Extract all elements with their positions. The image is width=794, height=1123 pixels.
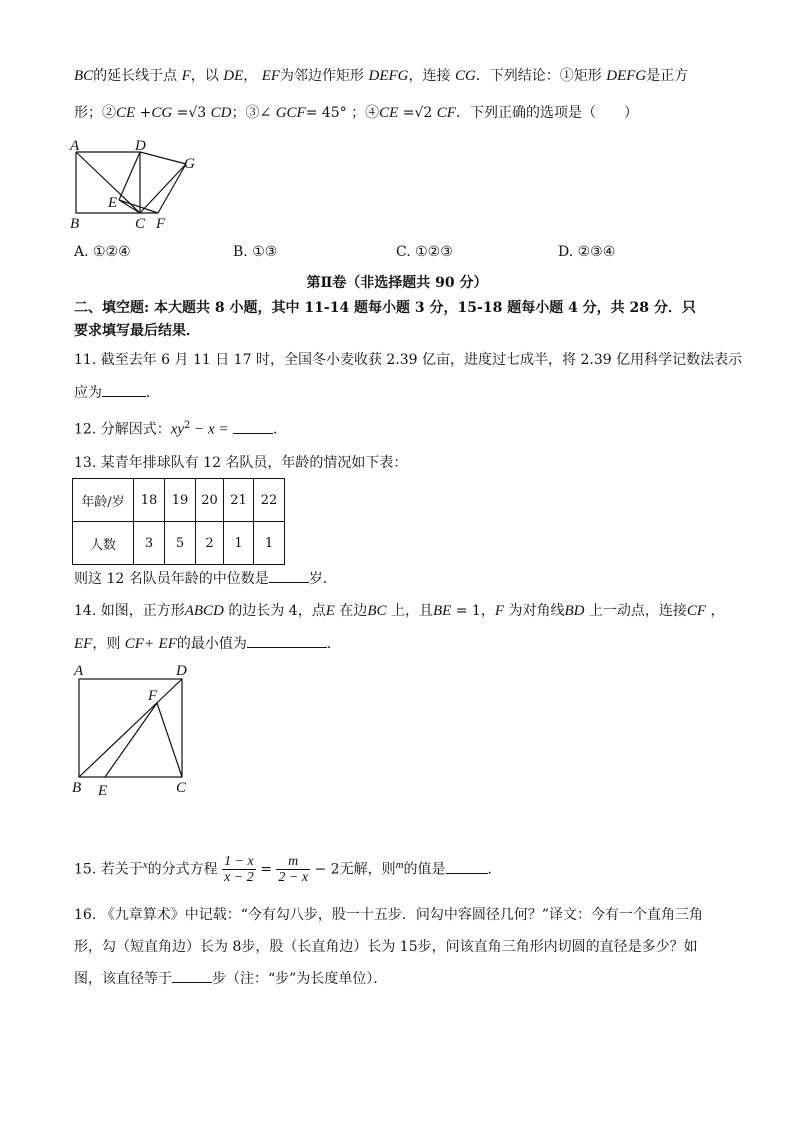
segment-de xyxy=(119,152,140,200)
section-title: 第Ⅱ卷（非选择题共 90 分） xyxy=(306,275,488,291)
table-cell: 1 xyxy=(224,522,254,565)
segment-dg xyxy=(140,152,186,164)
segment-cf xyxy=(157,703,182,777)
option-b[interactable]: B. ①③ xyxy=(233,244,278,260)
q16-line-2: 形，勾（短直角边）长为 8步，股（长直角边）长为 15步，问该直角三角形内切圆的直径是多少？如 xyxy=(74,939,698,955)
q11-line-1: 11. 截至去年 6 月 11 日 17 时，全国冬小麦收获 2.39 亿亩，进度过七成半，将 2.39 亿用科学记数法表示 xyxy=(74,352,743,368)
table-header-age: 年龄/岁 xyxy=(73,479,134,522)
section-heading-line-1: 二、填空题: 本大题共 8 小题，其中 11-14 题每小题 3 分，15-18 题每小题 4 分，共 28 分．只 xyxy=(74,300,696,316)
table-cell: 21 xyxy=(224,479,254,522)
q10-line-1: BC的延长线于点 F，以 DE， EF为邻边作矩形 DEFG，连接 CG．下列结论：①矩形 DEFG是正方 xyxy=(74,68,689,84)
label-c: C xyxy=(135,216,146,232)
q13-intro: 13. 某青年排球队有 12 名队员，年龄的情况如下表： xyxy=(74,455,408,471)
table-header-count: 人数 xyxy=(73,522,134,565)
label-a: A xyxy=(74,663,84,679)
q14-geometry-figure xyxy=(68,658,198,798)
label-d: D xyxy=(176,663,187,679)
q11-line-2: 应为 ． xyxy=(74,382,160,403)
q16-answer-blank[interactable] xyxy=(172,968,212,983)
q16-line-3: 图，该直径等于 步（注：“步”为长度单位）． xyxy=(74,968,387,989)
label-d: D xyxy=(135,138,146,154)
option-c[interactable]: C. ①②③ xyxy=(396,244,453,260)
table-row-count xyxy=(73,522,285,565)
label-b: B xyxy=(72,780,82,796)
label-c: C xyxy=(176,780,187,796)
table-cell: 19 xyxy=(165,479,196,522)
q14-line-2: EF，则 CF+ EF的最小值为 ． xyxy=(74,633,341,654)
fraction-1: $\frac{1 - x}{x - 2}$ xyxy=(224,854,254,886)
label-b: B xyxy=(70,216,80,232)
segment-ef xyxy=(105,703,157,777)
q13-question: 则这 12 名队员年龄的中位数是 岁． xyxy=(74,568,337,589)
table-cell: 20 xyxy=(196,479,224,522)
table-cell: 18 xyxy=(134,479,165,522)
age-table xyxy=(72,478,285,565)
label-e: E xyxy=(98,783,108,798)
q14-line-1: 14. 如图，正方形ABCD 的边长为 4，点E 在边BC 上，且BE = 1，F 为对角线BD 上一动点，连接CF ， xyxy=(74,603,725,619)
segment-cg xyxy=(140,164,186,213)
table-cell: 5 xyxy=(165,522,196,565)
section-heading-line-2: 要求填写最后结果． xyxy=(74,323,200,339)
q11-answer-blank[interactable] xyxy=(102,382,146,397)
option-d[interactable]: D. ②③④ xyxy=(558,244,616,260)
q16-line-1: 16. 《九章算术》中记载：“今有勾八步，股一十五步．问勾中容圆径几何？”译文：今有一个直角三角 xyxy=(74,907,704,923)
label-f: F xyxy=(148,688,158,704)
q10-geometry-figure xyxy=(66,134,206,234)
q10-line-2: 形；②CE +CG =√3 CD；③∠ GCF= 45° ；④CE =√2 CF．下列正确的选项是（ ） xyxy=(74,105,638,121)
q15-line: 15. 若关于$^x$的分式方程 $\frac{1 - x}{x - 2}$ = $\frac{m}{2 - x}$ − 2无解，则$^m$的值是 ． xyxy=(74,854,502,886)
diagonal-bd xyxy=(79,679,182,777)
option-a[interactable]: A. ①②④ xyxy=(74,244,131,260)
q12-line: 12. 分解因式：$xy^2 - x$ = ． xyxy=(74,420,288,438)
table-cell: 1 xyxy=(254,522,285,565)
q14-answer-blank[interactable] xyxy=(247,633,327,648)
table-cell: 22 xyxy=(254,479,285,522)
label-g: G xyxy=(184,156,195,172)
q13-answer-blank[interactable] xyxy=(269,568,309,583)
table-cell: 2 xyxy=(196,522,224,565)
q12-answer-blank[interactable] xyxy=(233,419,273,434)
fraction-2: $\frac{m}{2 - x}$ xyxy=(278,854,309,886)
label-e: E xyxy=(108,195,118,211)
q15-answer-blank[interactable] xyxy=(446,859,488,874)
label-a: A xyxy=(70,138,80,154)
table-cell: 3 xyxy=(134,522,165,565)
label-f: F xyxy=(156,216,166,232)
table-row-age xyxy=(73,479,285,522)
